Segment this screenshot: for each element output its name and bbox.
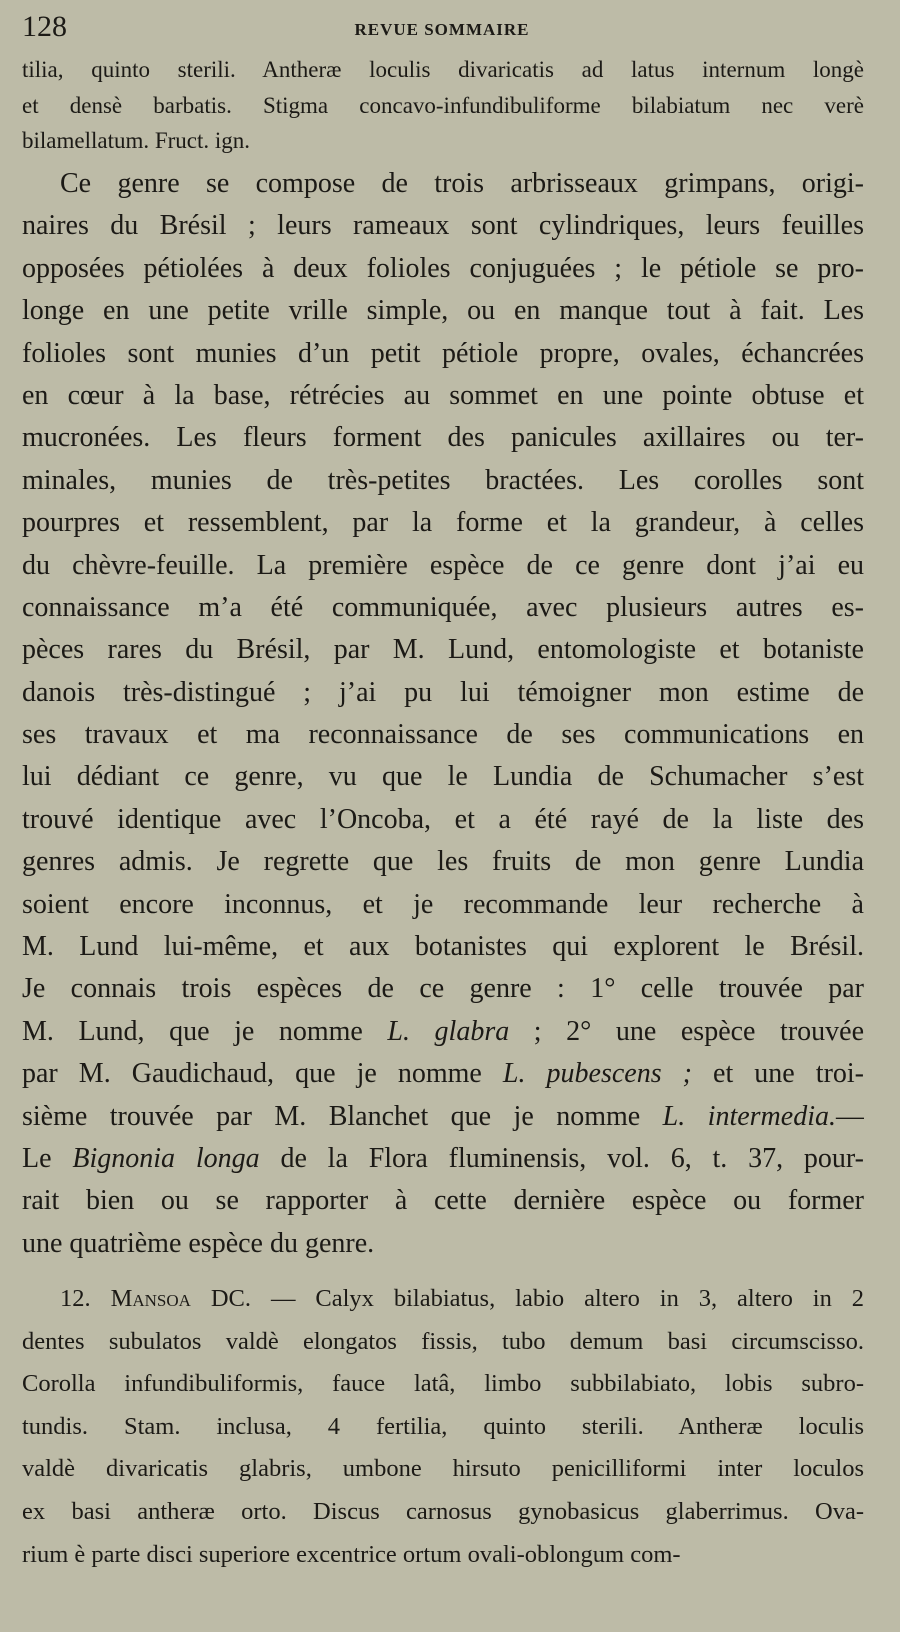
text-segment: Ce genre se compose de trois arbrisseaux grimpans, origi- bbox=[60, 168, 864, 199]
text-line bbox=[22, 1096, 864, 1138]
text-segment: en cœur à la base, rétrécies au sommet en une pointe obtuse et bbox=[22, 379, 864, 411]
text-line bbox=[22, 1363, 864, 1406]
text-segment: lui dédiant ce genre, vu que le Lundia de Schumacher s’est bbox=[22, 761, 864, 793]
text-line bbox=[22, 884, 864, 926]
italic-taxon-name: L. intermedia. bbox=[662, 1100, 836, 1132]
text-line bbox=[22, 1053, 864, 1095]
page-number: 128 bbox=[22, 10, 67, 43]
text-segment: une quatrième espèce du genre. bbox=[22, 1227, 375, 1259]
text-segment: — bbox=[836, 1100, 864, 1132]
text-segment: par M. Gaudichaud, que je nomme bbox=[22, 1058, 503, 1090]
text-line bbox=[22, 587, 864, 629]
text-segment: danois très-distingué ; j’ai pu lui témoigner mon estime de bbox=[22, 676, 864, 708]
text-segment: sième trouvée par M. Blanchet que je nomme bbox=[22, 1100, 663, 1132]
running-title: REVUE SOMMAIRE bbox=[354, 20, 530, 39]
text-line bbox=[22, 1278, 864, 1321]
text-line bbox=[22, 629, 864, 671]
text-segment: ex basi antheræ orto. Discus carnosus gynobasicus glaberrimus. Ova- bbox=[22, 1497, 864, 1525]
text-segment: minales, munies de très-petites bractées. Les corolles sont bbox=[22, 464, 864, 496]
text-segment: et une troi- bbox=[691, 1058, 864, 1090]
text-segment: folioles sont munies d’un petit pétiole propre, ovales, échancrées bbox=[22, 337, 864, 369]
text-line bbox=[22, 205, 864, 247]
text-line bbox=[22, 1138, 864, 1180]
text-segment: pourpres et ressemblent, par la forme et la grandeur, à celles bbox=[22, 507, 864, 539]
text-segment: Je connais trois espèces de ce genre : 1° celle trouvée par bbox=[22, 973, 864, 1005]
text-line bbox=[22, 756, 864, 798]
text-segment: pèces rares du Brésil, par M. Lund, entomologiste et botaniste bbox=[22, 634, 864, 666]
text-line bbox=[22, 52, 864, 88]
text-line bbox=[22, 1491, 864, 1534]
text-line bbox=[22, 1534, 864, 1577]
text-segment: connaissance m’a été communiquée, avec plusieurs autres es- bbox=[22, 591, 864, 623]
genus-name: Mansoa bbox=[110, 1285, 191, 1312]
italic-taxon-name: L. pubescens ; bbox=[502, 1058, 692, 1090]
text-line bbox=[22, 1448, 864, 1491]
text-segment: de la Flora fluminensis, vol. 6, t. 37, pour- bbox=[259, 1142, 864, 1174]
text-line bbox=[22, 1223, 864, 1265]
text-line bbox=[22, 290, 864, 332]
paragraph-mansoa-genus bbox=[22, 1278, 864, 1576]
paragraph-lundia-genus bbox=[22, 163, 864, 1265]
text-line bbox=[22, 926, 864, 968]
page-header bbox=[22, 10, 862, 50]
text-line bbox=[22, 672, 864, 714]
text-segment: genres admis. Je regrette que les fruits de mon genre Lundia bbox=[22, 846, 864, 878]
text-line bbox=[22, 333, 864, 375]
text-line bbox=[22, 1406, 864, 1449]
text-line bbox=[22, 841, 864, 883]
text-segment: soient encore inconnus, et je recommande leur recherche à bbox=[22, 888, 864, 920]
text-segment: rait bien ou se rapporter à cette dernière espèce ou former bbox=[22, 1185, 864, 1217]
text-segment: et densè barbatis. Stigma concavo-infundibuliforme bilabiatum nec verè bbox=[22, 92, 864, 118]
text-line bbox=[22, 123, 864, 159]
text-line bbox=[22, 1321, 864, 1364]
text-line bbox=[22, 375, 864, 417]
text-segment: M. Lund lui-même, et aux botanistes qui explorent le Brésil. bbox=[22, 931, 864, 963]
text-segment: du chèvre-feuille. La première espèce de ce genre dont j’ai eu bbox=[22, 549, 864, 581]
text-segment: trouvé identique avec l’Oncoba, et a été rayé de la liste des bbox=[22, 803, 864, 835]
text-segment: ; 2° une espèce trouvée bbox=[509, 1015, 864, 1047]
text-line bbox=[22, 545, 864, 587]
text-segment: 12. bbox=[60, 1285, 111, 1312]
text-line bbox=[22, 248, 864, 290]
text-segment: Le bbox=[22, 1142, 73, 1174]
text-segment: ses travaux et ma reconnaissance de ses communications en bbox=[22, 719, 864, 751]
italic-taxon-name: L. glabra bbox=[387, 1015, 510, 1047]
text-line bbox=[22, 1180, 864, 1222]
text-line bbox=[22, 502, 864, 544]
text-segment: bilamellatum. Fruct. ign. bbox=[22, 128, 251, 153]
text-line bbox=[22, 968, 864, 1010]
text-segment: dentes subulatos valdè elongatos fissis, tubo demum basi circumscisso. bbox=[22, 1327, 864, 1355]
text-segment: valdè divaricatis glabris, umbone hirsuto penicilliformi inter loculos bbox=[22, 1455, 864, 1483]
text-segment: Corolla infundibuliformis, fauce latâ, limbo subbilabiato, lobis subro- bbox=[22, 1370, 864, 1398]
text-line bbox=[22, 1011, 864, 1053]
text-segment: M. Lund, que je nomme bbox=[22, 1015, 388, 1047]
text-line bbox=[22, 417, 864, 459]
text-segment: opposées pétiolées à deux folioles conjuguées ; le pétiole se pro- bbox=[22, 252, 864, 284]
text-line bbox=[22, 163, 864, 205]
text-line bbox=[22, 714, 864, 756]
text-segment: tilia, quinto sterili. Antheræ loculis divaricatis ad latus internum longè bbox=[22, 57, 864, 82]
text-segment: rium è parte disci superiore excentrice ortum ovali-oblongum com- bbox=[22, 1540, 681, 1568]
italic-taxon-name: Bignonia longa bbox=[72, 1142, 260, 1174]
text-segment: longe en une petite vrille simple, ou en manque tout à fait. Les bbox=[22, 295, 864, 327]
text-line bbox=[22, 799, 864, 841]
text-segment: DC. — Calyx bilabiatus, labio altero in 3, altero in 2 bbox=[190, 1285, 864, 1312]
paragraph-latin-description-end bbox=[22, 52, 864, 159]
text-segment: naires du Brésil ; leurs rameaux sont cylindriques, leurs feuilles bbox=[22, 210, 864, 242]
text-line bbox=[22, 88, 864, 124]
text-segment: tundis. Stam. inclusa, 4 fertilia, quinto sterili. Antheræ loculis bbox=[22, 1412, 864, 1440]
text-line bbox=[22, 460, 864, 502]
text-segment: mucronées. Les fleurs forment des panicules axillaires ou ter- bbox=[22, 422, 864, 454]
